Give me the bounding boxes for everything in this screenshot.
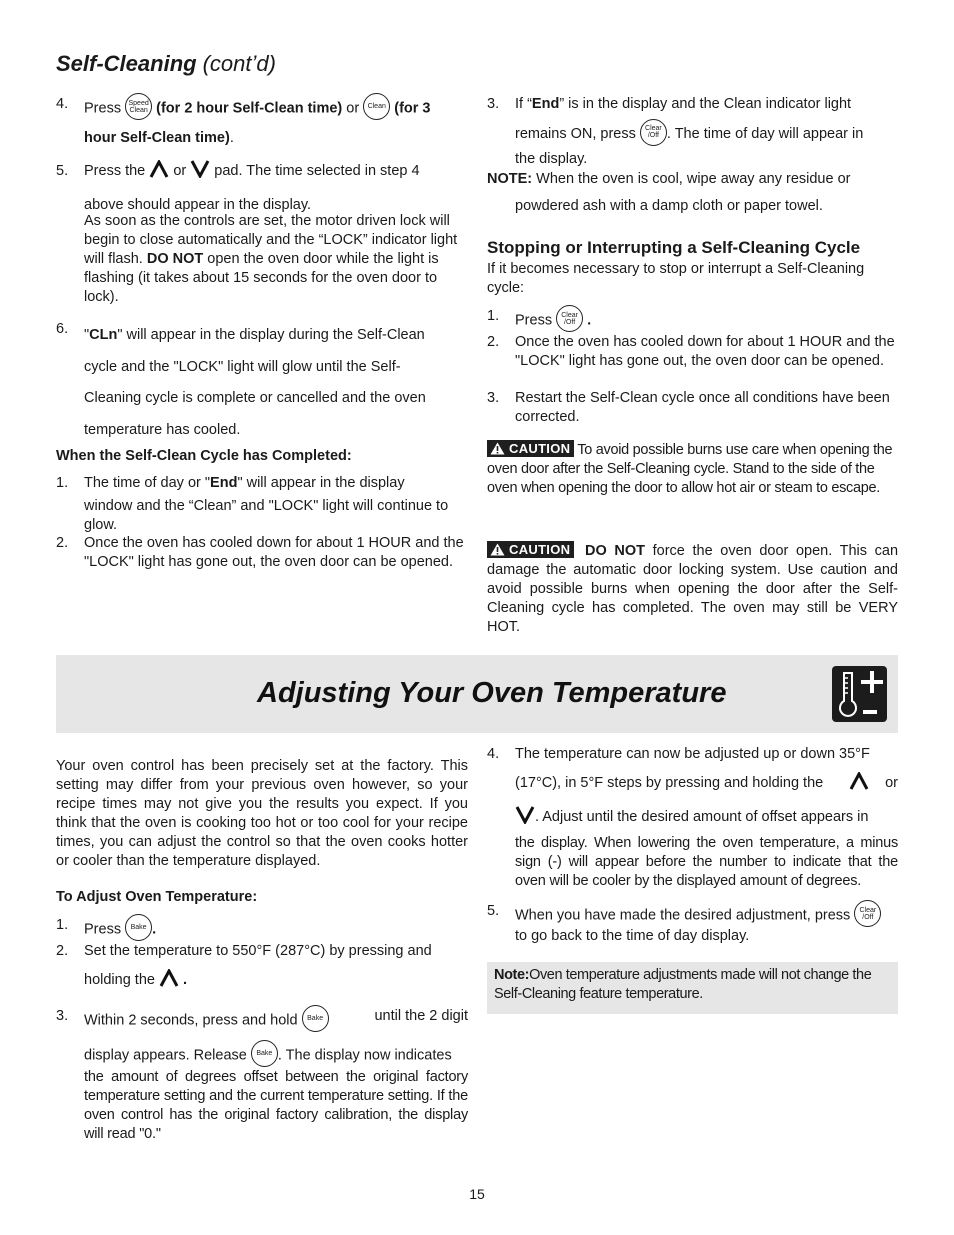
note-text: powdered ash with a damp cloth or paper towel. bbox=[515, 198, 823, 214]
step-text: the display. bbox=[515, 151, 588, 167]
step-text: The time of day or " bbox=[84, 475, 211, 491]
step-text: Press the bbox=[84, 163, 146, 179]
display-code: End bbox=[531, 96, 560, 112]
step-number: 5. bbox=[487, 903, 500, 919]
step-text: Press bbox=[84, 921, 122, 938]
clean-button-icon: Clean bbox=[363, 93, 390, 120]
step-text: Press bbox=[515, 312, 553, 329]
step-number: 2. bbox=[487, 334, 500, 350]
step-number: 3. bbox=[487, 96, 500, 112]
step-text: (17°C), in 5°F steps by pressing and holding the bbox=[515, 775, 824, 791]
step-text: ” is in the display and the Clean indicator light bbox=[559, 96, 852, 112]
step-number: 4. bbox=[487, 746, 500, 762]
step-text: or bbox=[346, 100, 360, 117]
step-text: remains ON, press bbox=[515, 126, 636, 142]
step-text: " will appear in the display bbox=[237, 475, 405, 491]
note-block bbox=[487, 170, 898, 216]
note-label: Note: bbox=[494, 967, 530, 983]
step-text: open the oven door while the light is flashing (it takes about 15 seconds for the oven door to lock). bbox=[84, 251, 439, 305]
clear-off-button-icon: Clear /Off bbox=[854, 900, 881, 927]
clear-off-button-icon: Clear /Off bbox=[640, 119, 667, 146]
step-bold-text: (for 2 hour Self-Clean time) bbox=[156, 100, 343, 117]
step-text: Restart the Self-Clean cycle once all conditions have been corrected. bbox=[515, 390, 890, 425]
bake-button-icon: Bake bbox=[302, 1005, 329, 1032]
step-text: pad. The time selected in step 4 bbox=[214, 163, 420, 179]
step-text: display appears. Release bbox=[84, 1047, 247, 1064]
caution-label bbox=[487, 541, 574, 558]
up-arrow-icon bbox=[149, 160, 169, 178]
display-code: End bbox=[210, 475, 238, 491]
down-arrow-icon bbox=[515, 806, 535, 824]
down-arrow-icon bbox=[190, 160, 210, 178]
step-text: . The display now indicates bbox=[277, 1047, 452, 1064]
stopping-heading: Stopping or Interrupting a Self-Cleaning Cycle bbox=[487, 238, 861, 257]
step-text: Set the temperature to 550°F (287°C) by pressing and bbox=[84, 943, 432, 959]
step-text: until the 2 digit bbox=[374, 1008, 468, 1024]
warning-icon bbox=[490, 442, 505, 455]
note-label: NOTE: bbox=[487, 171, 533, 187]
note-text: Oven temperature adjustments made will not change the Self-Cleaning feature temperature. bbox=[494, 967, 872, 1002]
step-text: Press bbox=[84, 100, 122, 117]
clear-off-button-icon: Clear /Off bbox=[556, 305, 583, 332]
step-text: or bbox=[173, 163, 187, 179]
period: . bbox=[183, 972, 188, 988]
step-number: 1. bbox=[56, 475, 69, 491]
step-number: 3. bbox=[56, 1008, 69, 1024]
page-title: Adjusting Your Oven Temperature bbox=[257, 677, 727, 709]
thermometer-plus-minus-icon bbox=[832, 666, 887, 722]
step-text: window and the “Clean” and "LOCK" light will continue to glow. bbox=[84, 498, 449, 533]
caution-text: CAUTION bbox=[509, 541, 571, 557]
section-title-suffix: (cont’d) bbox=[202, 51, 276, 76]
step-text: Within 2 seconds, press and hold bbox=[84, 1012, 298, 1029]
completed-heading: When the Self-Clean Cycle has Completed: bbox=[56, 448, 352, 464]
step-paragraph bbox=[84, 212, 468, 307]
caution-bold: DO NOT bbox=[584, 543, 645, 559]
step-number: 2. bbox=[56, 535, 69, 551]
stopping-intro: If it becomes necessary to stop or interrupt a Self-Cleaning cycle: bbox=[487, 261, 865, 296]
intro-paragraph: Your oven control has been precisely set at the factory. This setting may differ from your previous oven however, so your recipe times may not give you the results you expect. If you think that the oven is cooking too hot or too cool for your recipe times, you can adjust the control so that the oven cooks hotter or cooler than the temperature displayed. bbox=[56, 758, 468, 869]
step-number: 1. bbox=[487, 308, 500, 324]
step-text: cycle and the "LOCK" light will glow until the Self- bbox=[84, 358, 401, 375]
note-box bbox=[487, 962, 898, 1014]
step-number: 5. bbox=[56, 163, 69, 179]
step-text: temperature has cooled. bbox=[84, 421, 241, 438]
step-text: Once the oven has cooled down for about 1 HOUR and the "LOCK" light has gone out, the oven door can be opened. bbox=[84, 535, 464, 570]
step-number: 6. bbox=[56, 321, 69, 337]
adjust-heading: To Adjust Oven Temperature: bbox=[56, 889, 258, 905]
up-arrow-icon bbox=[159, 969, 179, 987]
step-text: Once the oven has cooled down for about 1 HOUR and the "LOCK" light has gone out, the oven door can be opened. bbox=[515, 334, 895, 369]
step-number: 4. bbox=[56, 96, 69, 112]
caution-message: force the oven door open. This can damage the automatic door locking system. Use caution and avoid possible burns when opening the door after the Self-Cleaning cycle has completed. The oven may still be VERY HOT. bbox=[487, 543, 899, 635]
step-text: the amount of degrees offset between the original factory temperature setting and the current temperature setting. If the oven control has the original factory calibration, the display will read "0." bbox=[84, 1069, 468, 1142]
step-text: The temperature can now be adjusted up or down 35°F bbox=[515, 746, 870, 762]
period: . bbox=[152, 921, 157, 938]
period: . bbox=[229, 130, 234, 146]
step-text: . The time of day will appear in bbox=[666, 126, 864, 142]
note-text: When the oven is cool, wipe away any residue or bbox=[536, 171, 851, 187]
quote: " bbox=[84, 327, 90, 343]
step-text: above should appear in the display. bbox=[84, 197, 312, 213]
step-text: As soon as the controls are set, the motor driven lock will begin to close automatically and the “LOCK” indicator light will flash. bbox=[84, 213, 458, 267]
up-arrow-icon bbox=[849, 772, 869, 790]
caution-text: CAUTION bbox=[509, 440, 571, 456]
step-text: the display. When lowering the oven temperature, a minus sign (-) will appear before the number to indicate that the oven will be cooler by the displayed amount of degrees. bbox=[515, 835, 898, 889]
period: . bbox=[587, 312, 592, 329]
section-title bbox=[56, 50, 276, 78]
caution-block-1 bbox=[487, 439, 898, 498]
adjusting-banner bbox=[56, 655, 898, 733]
caution-label bbox=[487, 440, 574, 457]
step-text: . Adjust until the desired amount of offset appears in bbox=[535, 809, 869, 825]
step-number: 1. bbox=[56, 917, 69, 933]
caution-block-2 bbox=[487, 540, 898, 637]
page-number: 15 bbox=[469, 1186, 485, 1202]
step-text: to go back to the time of day display. bbox=[515, 928, 750, 944]
caution-message: To avoid possible burns use care when opening the oven door after the Self-Cleaning cycle. Stand to the side of the oven when opening the door to allow hot air or steam to escape. bbox=[487, 442, 893, 496]
step-text: When you have made the desired adjustment, press bbox=[515, 907, 851, 924]
step-number: 3. bbox=[487, 390, 500, 406]
step-number: 2. bbox=[56, 943, 69, 959]
step-text: " will appear in the display during the Self-Clean bbox=[117, 327, 425, 343]
step-bold-text: DO NOT bbox=[146, 251, 204, 267]
step-text: Cleaning cycle is complete or cancelled and the oven bbox=[84, 390, 426, 406]
step-text: or bbox=[885, 775, 898, 791]
speed-clean-button-icon: Speed Clean bbox=[125, 93, 152, 120]
step-bold-text: hour Self-Clean time) bbox=[84, 130, 230, 146]
warning-icon bbox=[490, 543, 505, 556]
section-title-main: Self-Cleaning bbox=[56, 51, 197, 76]
step-bold-text: (for 3 bbox=[394, 100, 431, 117]
step-text: If “ bbox=[515, 96, 532, 112]
display-code: CLn bbox=[89, 327, 118, 343]
step-text: holding the bbox=[84, 972, 155, 988]
bake-button-icon: Bake bbox=[125, 914, 152, 941]
bake-button-icon: Bake bbox=[251, 1040, 278, 1067]
